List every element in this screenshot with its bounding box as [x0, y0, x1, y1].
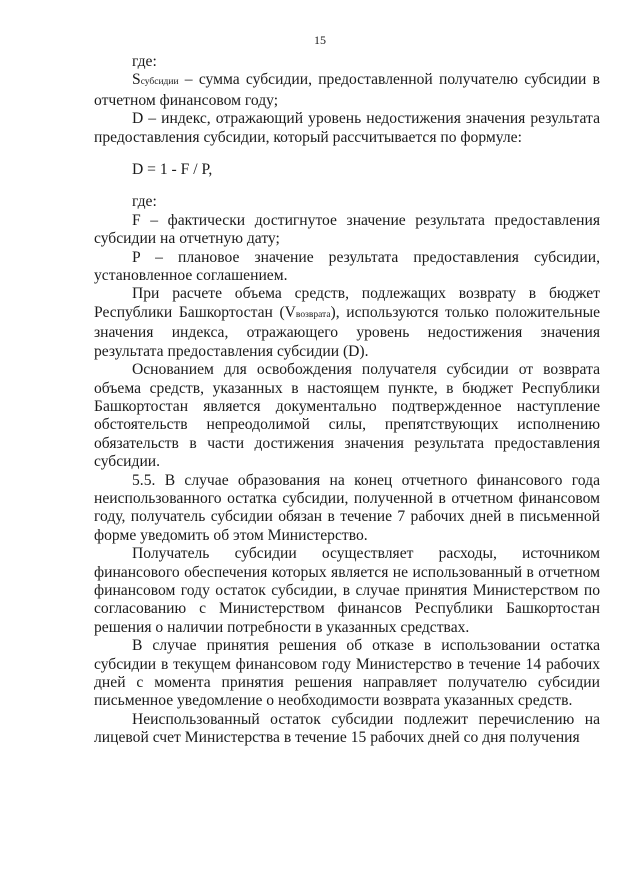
page-number: 15 — [314, 33, 326, 47]
paragraph-calculation — [94, 285, 600, 361]
paragraph-d-definition: D – индекс, отражающий уровень недостижения значения результата предоставления субсидии, который рассчитывается по формуле: — [94, 110, 600, 146]
s-symbol: S — [132, 71, 141, 89]
paragraph-refusal: В случае принятия решения об отказе в использовании остатка субсидии в текущем финансовом году Министерство в течение 14 рабочих дней с момента принятия решения направляет получателю субсидии письменное уведомление о необходимости возврата указанных средств. — [94, 637, 600, 710]
formula: D = 1 - F / P, — [132, 161, 213, 179]
paragraph-f-definition: F – фактически достигнутое значение результата предоставления субсидии на отчетную дату; — [94, 211, 600, 248]
document-body — [94, 53, 600, 748]
paragraph-basis: Основанием для освобождения получателя субсидии от возврата объема средств, указанных в настоящем пункте, в бюджет Республики Башкортостан является документально подтвержденное наступление обстоятельств непреодолимой силы, препятствующих исполнению обязательств в части достижения значения результата предоставления субсидии. — [94, 361, 600, 471]
paragraph-expenses: Получатель субсидии осуществляет расходы, источником финансового обеспечения которых является не использованный в отчетном финансовом году остаток субсидии, в случае принятия Министерством по согласованию с Министерством финансов Республики Башкортостан решения о наличии потребности в указанных средствах. — [94, 545, 600, 636]
paragraph-5-5: 5.5. В случае образования на конец отчетного финансового года неиспользованного остатка субсидии, полученной в отчетном финансовом году, получатель субсидии обязан в течение 7 рабочих дней в письменной форме уведомить об этом Министерство. — [94, 471, 600, 544]
s-definition-text: – сумма субсидии, предоставленной получателю субсидии в отчетном финансовом году; — [94, 71, 600, 109]
paragraph-s-definition — [94, 71, 600, 110]
paragraph-unused: Неиспользованный остаток субсидии подлежит перечислению на лицевой счет Министерства в течение 15 рабочих дней со дня получения — [94, 710, 600, 747]
calc-text-b: ), используются только положительные значения индекса, отражающего уровень недостижения значения результата предоставления субсидии (D). — [94, 303, 600, 360]
where-label-1: где: — [132, 53, 157, 70]
s-subscript: субсидии — [140, 77, 179, 88]
calc-subscript: возврата — [295, 309, 331, 320]
calc-text-a: При расчете объема средств, подлежащих возврату в бюджет Республики Башкортостан (V — [94, 285, 600, 321]
where-label-2: где: — [132, 193, 157, 211]
paragraph-p-definition: P – плановое значение результата предоставления субсидии, установленное соглашением. — [94, 248, 600, 285]
